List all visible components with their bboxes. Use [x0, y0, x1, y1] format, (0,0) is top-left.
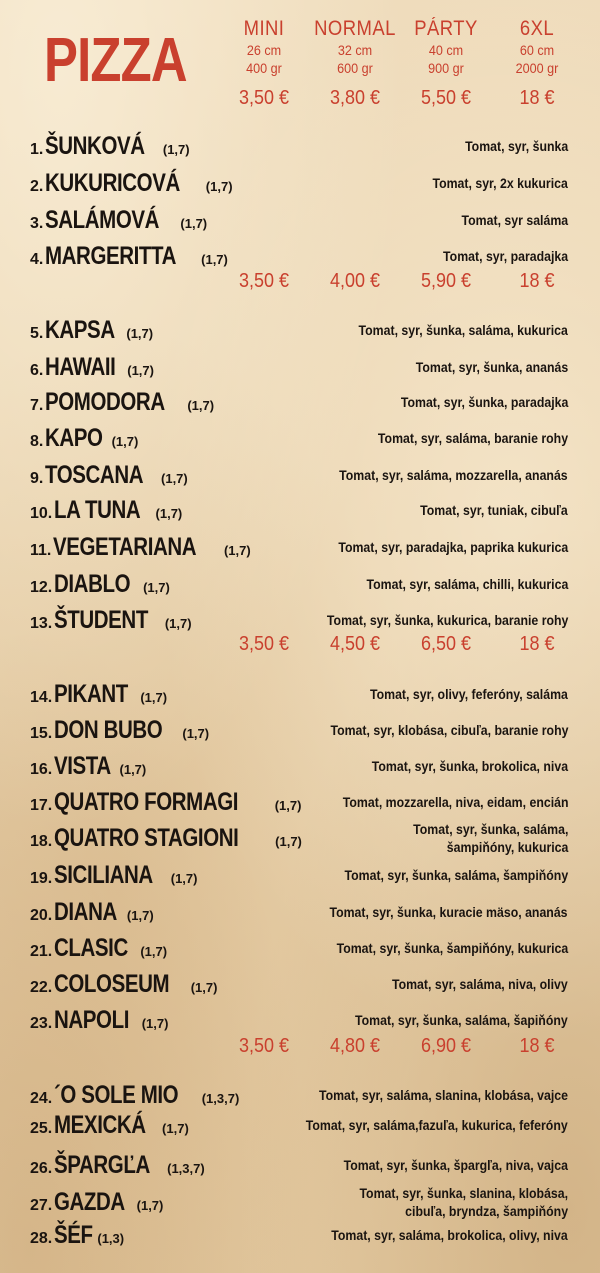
price: 3,50 € — [238, 1035, 290, 1057]
size-6xl — [487, 18, 587, 75]
price: 3,80 € — [329, 87, 381, 109]
item-ingredients — [416, 358, 568, 376]
item-name-group — [30, 752, 146, 781]
item-number: 21. — [30, 942, 53, 960]
item-number: 3. — [30, 214, 44, 232]
item-ingredients — [433, 174, 568, 192]
item-ingredients — [372, 757, 568, 775]
size-name: MINI — [243, 17, 285, 40]
ingredients-line: Tomat, syr, šunka, ananás — [415, 359, 568, 375]
ingredients-line: Tomat, syr, šunka, slanina, klobása, — [359, 1185, 568, 1201]
size-name: 6XL — [519, 17, 555, 40]
item-number: 5. — [30, 324, 44, 342]
menu-item — [30, 569, 568, 599]
item-allergens: (1,7) — [119, 761, 147, 777]
price-row — [0, 268, 600, 294]
item-name-group — [30, 353, 154, 382]
item-number: 26. — [30, 1159, 53, 1177]
item-allergens: (1,3,7) — [201, 1090, 240, 1106]
item-name-group — [30, 242, 228, 271]
item-ingredients — [465, 137, 568, 155]
item-number: 1. — [30, 140, 44, 158]
item-name-group — [30, 788, 301, 817]
item-name: QUATRO STAGIONI — [54, 823, 239, 852]
ingredients-line: Tomat, syr, olivy, feferóny, saláma — [370, 686, 568, 702]
item-name-group — [30, 496, 182, 525]
size-name: NORMAL — [314, 17, 396, 40]
size-diameter: 60 cm — [519, 42, 555, 58]
ingredients-line: Tomat, syr, saláma, brokolica, olivy, niva — [331, 1227, 568, 1243]
item-allergens: (1,7) — [223, 542, 251, 558]
item-number: 16. — [30, 760, 53, 778]
item-name-group — [30, 824, 302, 853]
ingredients-line: Tomat, syr, paradajka — [442, 248, 568, 264]
item-ingredients — [327, 611, 568, 629]
item-ingredients — [443, 247, 568, 265]
item-name-group — [30, 206, 207, 235]
ingredients-line: Tomat, syr, saláma, baranie rohy — [377, 430, 568, 446]
item-allergens: (1,7) — [141, 1015, 169, 1031]
ingredients-line: Tomat, syr, saláma, chilli, kukurica — [366, 576, 568, 592]
menu-item — [30, 1150, 568, 1180]
item-name: ŠTUDENT — [54, 605, 149, 634]
item-ingredients — [319, 1086, 568, 1104]
item-name-group — [30, 606, 192, 635]
item-allergens: (1,7) — [187, 397, 215, 413]
menu-item — [30, 387, 568, 417]
item-number: 15. — [30, 724, 53, 742]
item-allergens: (1,7) — [274, 797, 302, 813]
item-name: NAPOLI — [54, 1005, 130, 1034]
ingredients-line: Tomat, syr, tuniak, cibuľa — [420, 502, 568, 518]
item-number: 8. — [30, 432, 44, 450]
item-name: TOSCANA — [45, 460, 144, 489]
item-number: 18. — [30, 832, 53, 850]
price: 4,80 € — [329, 1035, 381, 1057]
item-name-group — [30, 1006, 168, 1035]
price: 18 € — [519, 633, 555, 655]
ingredients-line: Tomat, mozzarella, niva, eidam, encián — [342, 794, 568, 810]
item-number: 25. — [30, 1119, 53, 1137]
item-allergens: (1,7) — [162, 141, 190, 157]
item-name: KAPO — [45, 423, 103, 452]
price-row — [0, 85, 600, 111]
item-name-group — [30, 716, 209, 745]
item-allergens: (1,7) — [140, 943, 168, 959]
item-number: 20. — [30, 906, 53, 924]
size-weight: 2000 gr — [515, 60, 559, 76]
item-allergens: (1,7) — [127, 362, 154, 378]
item-ingredients — [340, 466, 568, 484]
item-ingredients — [392, 975, 568, 993]
menu-item — [30, 352, 568, 382]
ingredients-line: Tomat, syr, šunka, paradajka — [400, 394, 568, 410]
menu-item — [30, 1110, 568, 1140]
item-ingredients — [370, 685, 568, 703]
item-name-group — [30, 1111, 189, 1140]
item-number: 24. — [30, 1089, 53, 1107]
menu-item — [30, 131, 568, 161]
item-number: 23. — [30, 1014, 53, 1032]
size-normal — [305, 18, 405, 75]
item-name: DIANA — [54, 897, 118, 926]
item-name-group — [30, 970, 217, 999]
item-name: LA TUNA — [54, 495, 141, 524]
item-name: COLOSEUM — [54, 969, 170, 998]
item-allergens: (1,7) — [161, 470, 188, 486]
size-party — [396, 18, 496, 75]
item-name-group — [30, 424, 138, 453]
item-ingredients — [359, 1184, 568, 1220]
item-name-group — [30, 1081, 239, 1110]
price-row — [0, 1033, 600, 1059]
item-name-group — [30, 861, 197, 890]
ingredients-line: Tomat, syr, šunka, brokolica, niva — [371, 758, 568, 774]
item-ingredients — [344, 866, 568, 884]
item-allergens: (1,7) — [126, 907, 154, 923]
item-number: 14. — [30, 688, 53, 706]
item-ingredients — [378, 429, 568, 447]
item-allergens: (1,7) — [205, 178, 233, 194]
item-name-group — [30, 461, 188, 490]
item-name: KUKURICOVÁ — [45, 168, 181, 197]
size-weight: 900 gr — [428, 60, 464, 76]
item-allergens: (1,7) — [201, 251, 228, 267]
ingredients-line: Tomat, syr, šunka, špargľa, niva, vajca — [343, 1157, 568, 1173]
size-header — [0, 18, 600, 128]
menu-item — [30, 495, 568, 525]
item-number: 27. — [30, 1196, 53, 1214]
item-name: POMODORA — [45, 387, 166, 416]
item-allergens: (1,7) — [190, 979, 218, 995]
item-ingredients — [344, 1156, 568, 1174]
item-number: 10. — [30, 504, 53, 522]
menu-item — [30, 897, 568, 927]
item-name: MEXICKÁ — [54, 1110, 146, 1139]
menu-item — [30, 787, 568, 817]
item-ingredients — [359, 321, 568, 339]
item-allergens: (1,7) — [162, 1120, 189, 1136]
menu-item — [30, 715, 568, 745]
menu-item — [30, 860, 568, 890]
ingredients-line: Tomat, syr, saláma, niva, olivy — [392, 976, 568, 992]
item-ingredients — [461, 211, 568, 229]
item-name: ŠUNKOVÁ — [45, 131, 145, 160]
item-ingredients — [330, 721, 568, 739]
price: 3,50 € — [238, 633, 290, 655]
item-ingredients — [330, 903, 568, 921]
ingredients-line: Tomat, syr, šunka, kuracie mäso, ananás — [329, 904, 568, 920]
item-name: MARGERITTA — [45, 241, 177, 270]
menu-item — [30, 933, 568, 963]
item-name: SICILIANA — [54, 860, 154, 889]
item-ingredients — [336, 939, 568, 957]
item-name: ŠÉF — [54, 1220, 93, 1249]
item-number: 9. — [30, 469, 44, 487]
ingredients-line: Tomat, syr, šunka, saláma, šampiňóny — [344, 867, 568, 883]
menu-item — [30, 1182, 568, 1222]
item-number: 6. — [30, 361, 44, 379]
item-allergens: (1,7) — [182, 725, 210, 741]
item-number: 19. — [30, 869, 53, 887]
item-allergens: (1,3,7) — [167, 1160, 205, 1176]
item-name-group — [30, 169, 233, 198]
item-name-group — [30, 1188, 163, 1217]
price: 5,90 € — [420, 270, 472, 292]
item-name: ´O SOLE MIO — [54, 1080, 179, 1109]
ingredients-line: Tomat, syr, saláma, slanina, klobása, vajce — [318, 1087, 568, 1103]
ingredients-line: Tomat, syr, klobása, cibuľa, baranie rohy — [330, 722, 568, 738]
ingredients-line: Tomat, syr, šunka, kukurica, baranie rohy — [326, 612, 568, 628]
ingredients-line: Tomat, syr, saláma, mozzarella, ananás — [339, 467, 568, 483]
menu-item — [30, 969, 568, 999]
ingredients-line: Tomat, syr, saláma,fazuľa, kukurica, feferóny — [306, 1117, 568, 1133]
ingredients-line: Tomat, syr, 2x kukurica — [432, 175, 568, 191]
item-name-group — [30, 898, 154, 927]
size-diameter: 32 cm — [337, 42, 373, 58]
item-ingredients — [342, 793, 568, 811]
menu-item — [30, 679, 568, 709]
item-name-group — [30, 132, 190, 161]
item-name: VEGETARIANA — [53, 532, 197, 561]
menu-item — [30, 818, 568, 858]
item-ingredients — [332, 1226, 568, 1244]
menu-item — [30, 1005, 568, 1035]
price: 4,00 € — [329, 270, 381, 292]
size-mini — [214, 18, 314, 75]
item-ingredients — [355, 1011, 568, 1029]
price: 6,90 € — [420, 1035, 472, 1057]
item-name: PIKANT — [54, 679, 129, 708]
price: 3,50 € — [238, 270, 290, 292]
item-name: GAZDA — [54, 1187, 126, 1216]
ingredients-line: šampiňóny, kukurica — [446, 839, 568, 855]
ingredients-line: Tomat, syr, šunka, saláma, — [412, 821, 568, 837]
ingredients-line: cibuľa, bryndza, šampiňóny — [405, 1203, 568, 1219]
item-allergens: (1,7) — [140, 689, 168, 705]
price: 6,50 € — [420, 633, 472, 655]
item-number: 7. — [30, 396, 44, 414]
menu-item — [30, 423, 568, 453]
menu-item — [30, 751, 568, 781]
menu-item — [30, 315, 568, 345]
menu-item — [30, 1220, 568, 1250]
ingredients-line: Tomat, syr, paradajka, paprika kukurica — [338, 539, 568, 555]
ingredients-line: Tomat, syr, šunka, šampiňóny, kukurica — [336, 940, 568, 956]
ingredients-line: Tomat, syr saláma — [461, 212, 568, 228]
item-number: 2. — [30, 177, 44, 195]
item-allergens: (1,7) — [164, 615, 192, 631]
item-name: CLASIC — [54, 933, 129, 962]
item-ingredients — [366, 575, 568, 593]
item-number: 11. — [30, 541, 52, 559]
item-name: SALÁMOVÁ — [45, 205, 160, 234]
item-allergens: (1,7) — [180, 215, 208, 231]
price: 3,50 € — [238, 87, 290, 109]
item-allergens: (1,7) — [111, 433, 139, 449]
price: 18 € — [519, 1035, 555, 1057]
item-name-group — [30, 1151, 205, 1180]
menu-item — [30, 532, 568, 562]
item-name: HAWAII — [45, 352, 116, 381]
item-allergens: (1,7) — [155, 505, 183, 521]
item-name: DIABLO — [54, 569, 131, 598]
size-weight: 400 gr — [246, 60, 282, 76]
size-weight: 600 gr — [337, 60, 373, 76]
ingredients-line: Tomat, syr, šunka, saláma, šapiňóny — [355, 1012, 568, 1028]
item-number: 22. — [30, 978, 53, 996]
price: 5,50 € — [420, 87, 472, 109]
menu-item — [30, 460, 568, 490]
item-allergens: (1,7) — [136, 1197, 164, 1213]
ingredients-line: Tomat, syr, šunka — [464, 138, 568, 154]
size-diameter: 40 cm — [428, 42, 464, 58]
pizza-title: PIZZA — [44, 26, 187, 95]
item-allergens: (1,7) — [143, 579, 170, 595]
item-ingredients — [420, 501, 568, 519]
item-name-group — [30, 533, 251, 562]
size-diameter: 26 cm — [246, 42, 282, 58]
item-name-group — [30, 388, 214, 417]
item-name: DON BUBO — [54, 715, 163, 744]
menu-item — [30, 168, 568, 198]
item-ingredients — [306, 1116, 568, 1134]
menu-item — [30, 205, 568, 235]
item-number: 13. — [30, 614, 53, 632]
item-allergens: (1,7) — [170, 870, 198, 886]
size-name: PÁRTY — [414, 17, 478, 40]
item-name-group — [30, 316, 153, 345]
price: 4,50 € — [329, 633, 381, 655]
item-name: ŠPARGĽA — [54, 1150, 151, 1179]
item-ingredients — [338, 538, 568, 556]
item-ingredients — [400, 393, 568, 411]
item-ingredients — [413, 820, 568, 856]
menu-item — [30, 1080, 568, 1110]
menu-item — [30, 605, 568, 635]
item-number: 17. — [30, 796, 53, 814]
item-name: VISTA — [54, 751, 112, 780]
menu-item — [30, 241, 568, 271]
ingredients-line: Tomat, syr, šunka, saláma, kukurica — [358, 322, 568, 338]
item-name: QUATRO FORMAGI — [54, 787, 239, 816]
item-allergens: (1,3) — [97, 1230, 125, 1246]
item-name-group — [30, 934, 167, 963]
item-number: 4. — [30, 250, 44, 268]
item-number: 28. — [30, 1229, 53, 1247]
item-name: KAPSA — [45, 315, 116, 344]
price: 18 € — [519, 87, 555, 109]
item-allergens: (1,7) — [126, 325, 154, 341]
item-name-group — [30, 1221, 124, 1250]
item-name-group — [30, 680, 167, 709]
item-name-group — [30, 570, 170, 599]
price: 18 € — [519, 270, 555, 292]
item-allergens: (1,7) — [275, 833, 302, 849]
item-number: 12. — [30, 578, 53, 596]
